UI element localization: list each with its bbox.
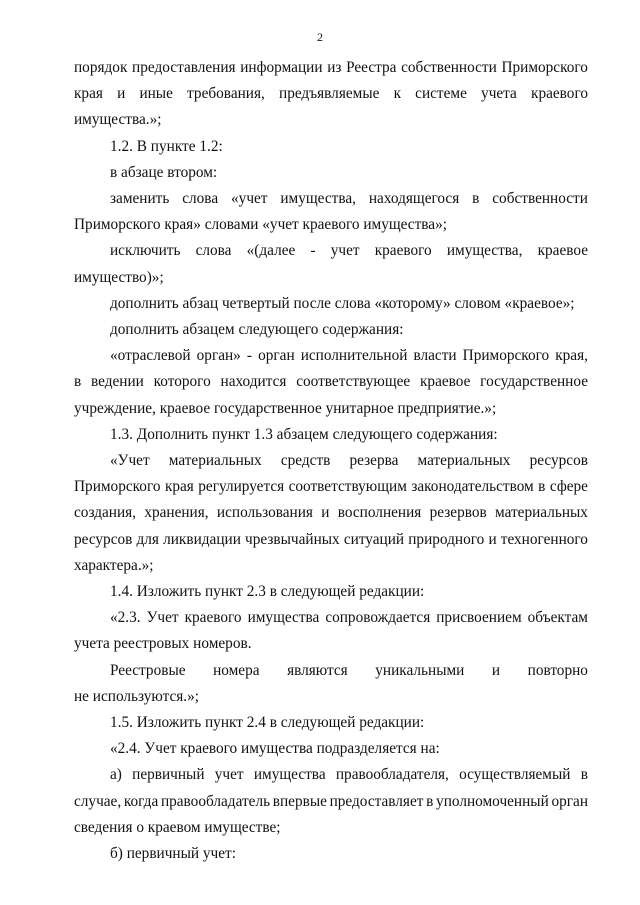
paragraph: 1.5. Изложить пункт 2.4 в следующей редакции: <box>110 714 425 732</box>
word: для <box>136 530 159 548</box>
word: и <box>321 504 330 522</box>
word: слова <box>195 242 232 260</box>
paragraph: «2.4. Учет краевого имущества подразделяется на: <box>110 740 440 758</box>
word: краевое <box>419 373 471 391</box>
word: хранения, <box>144 504 209 522</box>
word: регулируется <box>198 478 285 496</box>
text-line <box>74 527 588 553</box>
text-line <box>74 762 588 788</box>
text-line: края и иные требования, предъявляемые к системе учета краевого имущества.»; <box>74 85 588 129</box>
paragraph: 1.2. В пункте 1.2: <box>110 137 223 155</box>
word: имущества, <box>446 242 523 260</box>
word: заменить <box>110 190 170 208</box>
word: предоставления <box>132 59 236 76</box>
word: предоставляет <box>329 792 424 810</box>
word: в <box>74 373 82 391</box>
word: «Учет <box>110 452 150 470</box>
text-line: имущество)»; <box>74 268 164 286</box>
word: краевого <box>374 242 432 260</box>
word: номера <box>213 661 260 679</box>
text-line <box>74 658 588 684</box>
text-line: Приморского края» словами «учет краевого имущества»; <box>74 216 447 234</box>
word: Приморского <box>74 478 161 496</box>
word: «учет <box>231 190 268 208</box>
paragraph <box>74 762 588 841</box>
word: материальных <box>168 452 262 470</box>
word: собственности <box>492 190 588 208</box>
word: имущества, <box>280 190 356 208</box>
word: имущества <box>247 609 320 627</box>
word: имущества <box>253 766 326 784</box>
word: в <box>426 792 434 810</box>
word: чрезвычайных <box>245 530 340 548</box>
paragraph <box>74 343 588 422</box>
word: находится <box>220 373 287 391</box>
word: орган <box>258 347 295 365</box>
word: когда <box>123 792 159 810</box>
word: повторно <box>527 661 588 679</box>
word: которого <box>153 373 211 391</box>
word: ликвидации <box>163 530 241 548</box>
word: находящегося <box>368 190 460 208</box>
text-line <box>74 186 588 212</box>
word: краевое <box>537 242 588 260</box>
word: учет <box>330 242 360 260</box>
word: ресурсов <box>74 530 133 548</box>
word: ресурсов <box>529 452 588 470</box>
text-line <box>74 448 588 474</box>
word: орган <box>551 792 588 810</box>
text-line <box>74 789 588 815</box>
text-line <box>74 55 588 81</box>
word: в <box>472 190 480 208</box>
text-line: учреждение, краевое государственное унитарное предприятие.»; <box>74 399 497 417</box>
text-line: сведения о краевом имуществе; <box>74 818 281 836</box>
word: резерва <box>349 452 399 470</box>
word: «отраслевой <box>110 347 191 365</box>
word: природного <box>408 530 485 548</box>
word: являются <box>287 661 348 679</box>
paragraph: б) первичный учет: <box>110 845 236 863</box>
word: исполнительной <box>300 347 408 365</box>
word: информации <box>240 59 323 76</box>
word: соответствующее <box>296 373 411 391</box>
paragraph <box>74 658 588 710</box>
text-line: учета реестровых номеров. <box>74 635 252 653</box>
paragraph: в абзаце втором: <box>110 163 218 181</box>
text-line <box>74 238 588 264</box>
word: а) <box>110 766 122 784</box>
word: материальных <box>417 452 511 470</box>
word: первичный <box>132 766 205 784</box>
word: в <box>580 766 588 784</box>
word: учет <box>214 766 244 784</box>
paragraph: 1.4. Изложить пункт 2.3 в следующей редакции: <box>110 583 425 601</box>
word: ситуаций <box>343 530 405 548</box>
paragraph: 1.3. Дополнить пункт 1.3 абзацем следующего содержания: <box>110 425 498 443</box>
text-line <box>74 605 588 631</box>
word: - <box>310 242 316 260</box>
paragraph: дополнить абзац четвертый после слова «которому» словом «краевое»; <box>110 294 575 312</box>
word: порядок <box>74 59 128 76</box>
word: правообладатель <box>160 792 271 810</box>
text-line <box>74 343 588 369</box>
word: случае, <box>74 792 122 810</box>
word: соответствующим <box>288 478 407 496</box>
word: уполномоченный <box>436 792 549 810</box>
word: техногенного <box>500 530 588 548</box>
page-number: 2 <box>317 30 323 44</box>
word: в <box>538 478 546 496</box>
word: Реестровые <box>110 661 186 679</box>
word: и <box>488 530 497 548</box>
paragraph <box>74 186 588 238</box>
text-line <box>74 369 588 395</box>
word: «(далее <box>246 242 296 260</box>
word: краевого <box>184 609 242 627</box>
word: собственности <box>401 59 497 76</box>
word: впервые <box>272 792 327 810</box>
paragraph <box>74 55 588 134</box>
word: ведении <box>91 373 144 391</box>
word: использования <box>216 504 313 522</box>
text-line: характера.»; <box>74 556 154 574</box>
word: средств <box>280 452 331 470</box>
paragraph <box>74 605 588 657</box>
word: исключить <box>110 242 181 260</box>
paragraph <box>74 238 588 290</box>
word: сопровождается <box>325 609 431 627</box>
word: из <box>327 59 342 76</box>
word: слова <box>182 190 219 208</box>
word: орган» <box>196 347 241 365</box>
text-line: не используются.»; <box>74 687 200 705</box>
word: объектам <box>527 609 588 627</box>
word: создания, <box>74 504 137 522</box>
word: государственное <box>480 373 588 391</box>
word: законодательством <box>411 478 534 496</box>
word: правообладателя, <box>335 766 449 784</box>
text-line <box>74 474 588 500</box>
text-line <box>74 500 588 526</box>
word: Приморского <box>462 347 550 365</box>
word: резервов <box>429 504 487 522</box>
document-body <box>74 55 588 867</box>
word: края, <box>555 347 588 365</box>
paragraph: дополнить абзацем следующего содержания: <box>110 321 404 339</box>
word: сфере <box>549 478 588 496</box>
word: материальных <box>495 504 588 522</box>
word: «2.3. <box>110 609 141 627</box>
word: уникальными <box>375 661 465 679</box>
paragraph <box>74 448 588 579</box>
word: Приморского <box>501 59 588 76</box>
word: - <box>246 347 253 365</box>
word: края <box>164 478 194 496</box>
word: присвоением <box>436 609 522 627</box>
word: и <box>491 661 501 679</box>
word: Реестра <box>346 59 397 76</box>
word: осуществляемый <box>459 766 571 784</box>
word: восполнения <box>337 504 422 522</box>
word: Учет <box>146 609 179 627</box>
word: власти <box>413 347 457 365</box>
